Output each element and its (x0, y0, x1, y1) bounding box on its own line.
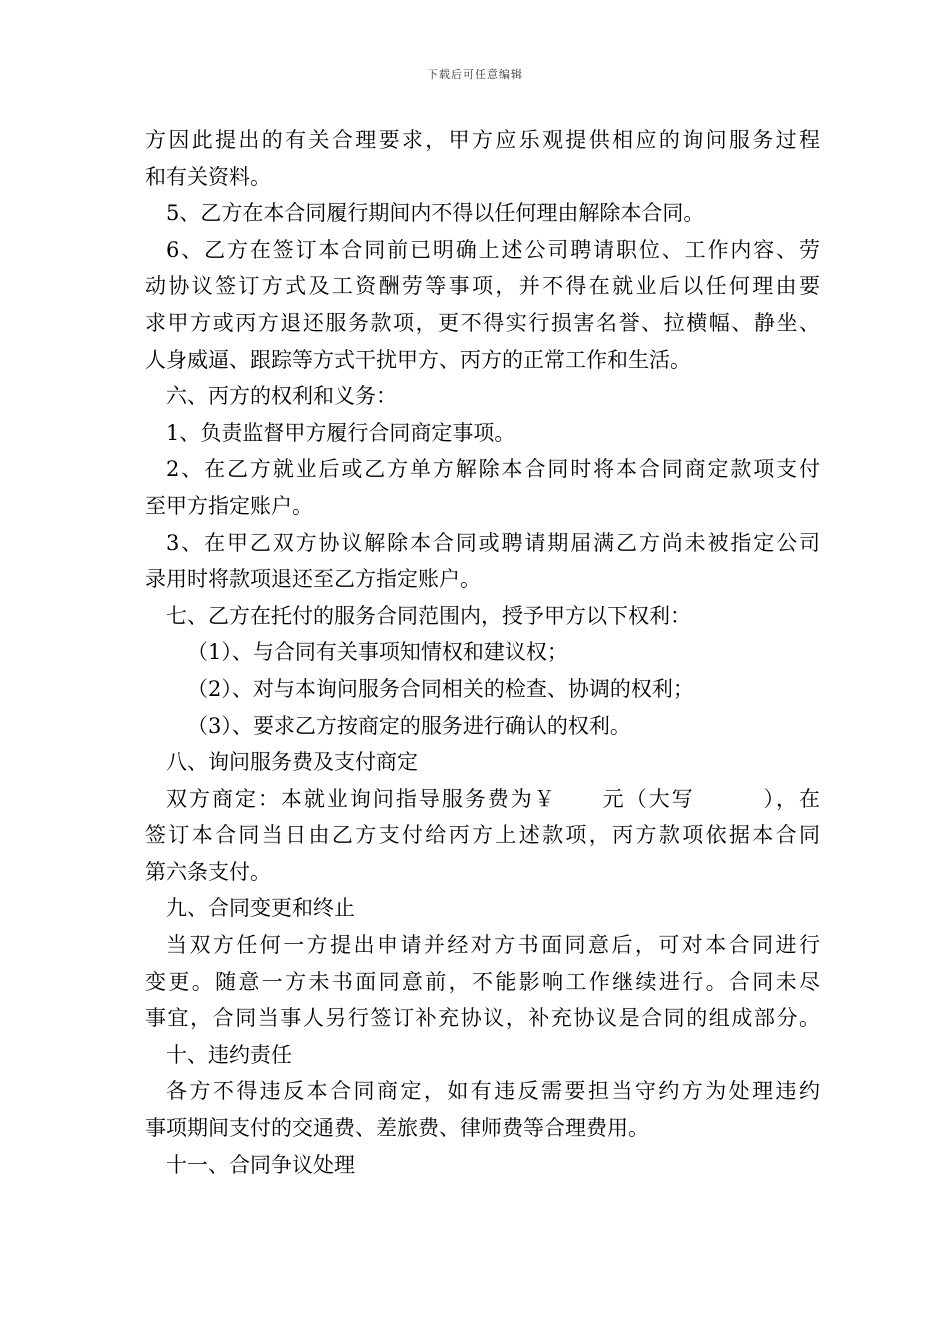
text-line: 第六条支付。 (145, 859, 271, 884)
text-line: 人身威逼、跟踪等方式干扰甲方、丙方的正常工作和生活。 (145, 347, 691, 372)
section-heading: 六、丙方的权利和义务： (166, 384, 397, 409)
text-line: 3、在甲乙双方协议解除本合同或聘请期届满乙方尚未被指定公司 (166, 530, 820, 555)
document-body (145, 122, 820, 1183)
text-line: 当双方任何一方提出申请并经对方书面同意后，可对本合同进行 (166, 933, 820, 958)
list-item: （2）、对与本询问服务合同相关的检查、协调的权利； (187, 676, 694, 701)
text-line: 录用时将款项退还至乙方指定账户。 (145, 567, 481, 592)
list-item: （1）、与合同有关事项知情权和建议权； (187, 640, 568, 665)
section-heading: 十、违约责任 (166, 1042, 292, 1067)
text-line: 6、乙方在签订本合同前已明确上述公司聘请职位、工作内容、劳 (166, 237, 820, 262)
text-line: 1、负责监督甲方履行合同商定事项。 (166, 420, 516, 445)
text-line: 2、在乙方就业后或乙方单方解除本合同时将本合同商定款项支付 (166, 457, 820, 482)
text-line: 动协议签订方式及工资酬劳等事项，并不得在就业后以任何理由要 (145, 274, 820, 299)
text-line: 事项期间支付的交通费、差旅费、律师费等合理费用。 (145, 1116, 649, 1141)
text-line: 双方商定：本就业询问指导服务费为￥ 元（大写 ），在 (166, 786, 820, 811)
text-line: 事宜，合同当事人另行签订补充协议，补充协议是合同的组成部分。 (145, 1006, 820, 1031)
text-line: 签订本合同当日由乙方支付给丙方上述款项，丙方款项依据本合同 (145, 823, 820, 848)
section-heading: 十一、合同争议处理 (166, 1152, 355, 1177)
text-line: 5、乙方在本合同履行期间内不得以任何理由解除本合同。 (166, 201, 705, 226)
text-line: 各方不得违反本合同商定，如有违反需要担当守约方为处理违约 (166, 1079, 820, 1104)
list-item: （3）、要求乙方按商定的服务进行确认的权利。 (187, 713, 631, 738)
section-heading: 七、乙方在托付的服务合同范围内，授予甲方以下权利： (166, 603, 691, 628)
section-heading: 八、询问服务费及支付商定 (166, 750, 418, 775)
text-line: 变更。随意一方未书面同意前，不能影响工作继续进行。合同未尽 (145, 969, 820, 994)
section-heading: 九、合同变更和终止 (166, 896, 355, 921)
text-line: 和有关资料。 (145, 164, 271, 189)
page-header: 下载后可任意编辑 (427, 68, 523, 81)
text-line: 方因此提出的有关合理要求，甲方应乐观提供相应的询问服务过程 (145, 128, 820, 152)
text-line: 至甲方指定账户。 (145, 493, 313, 518)
text-line: 求甲方或丙方退还服务款项，更不得实行损害名誉、拉横幅、静坐、 (145, 310, 820, 335)
